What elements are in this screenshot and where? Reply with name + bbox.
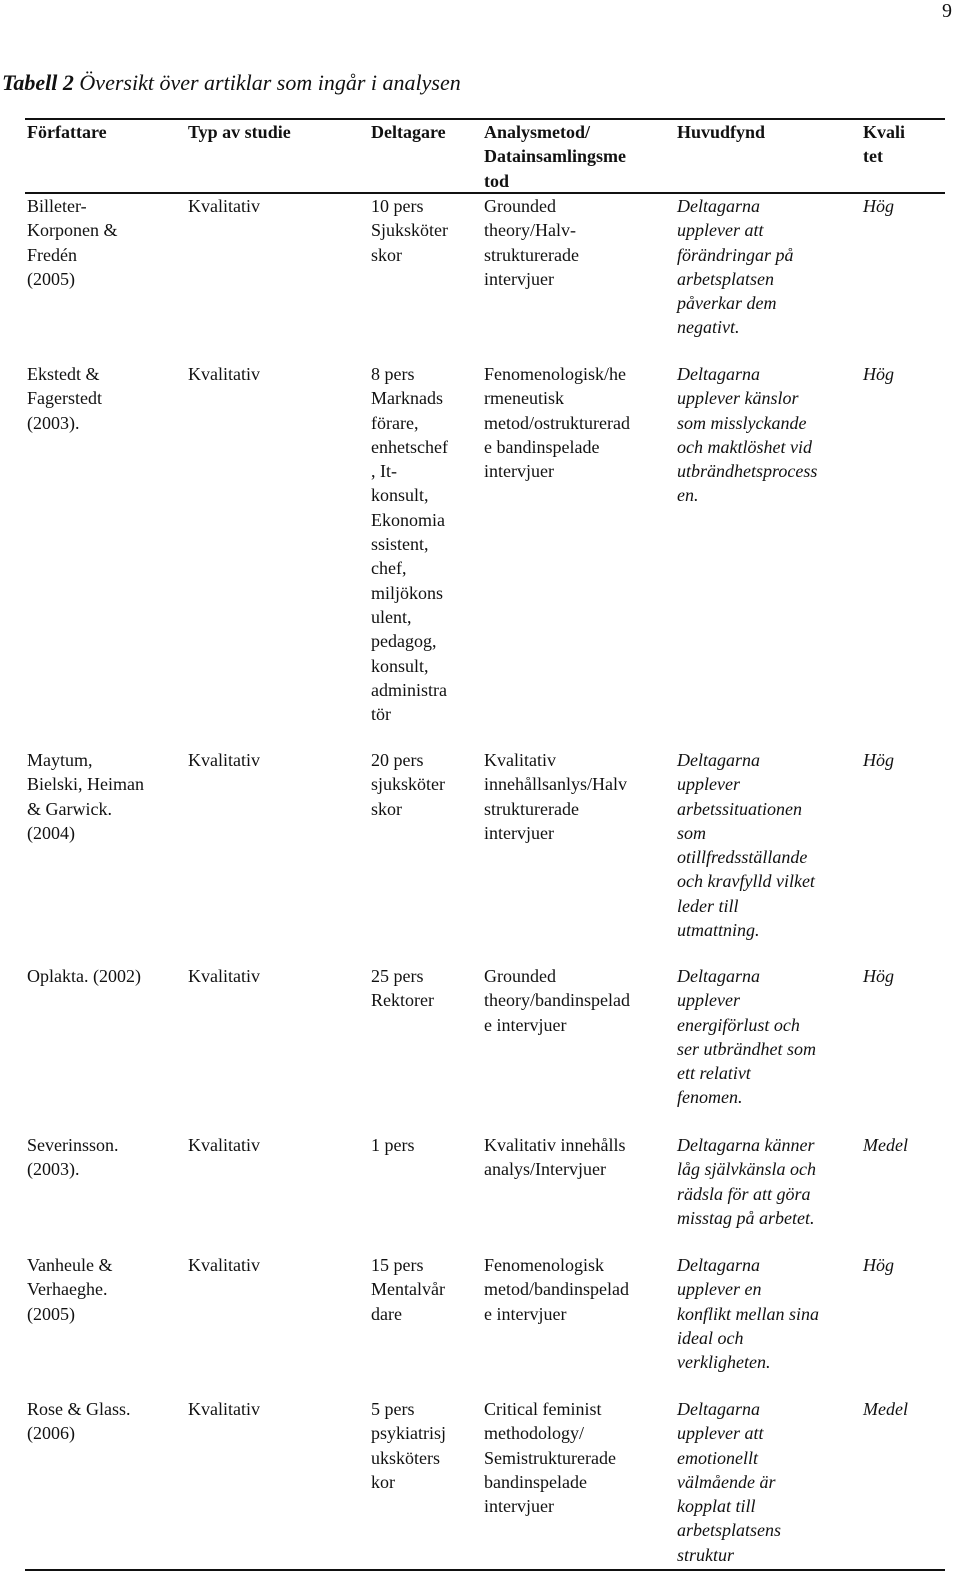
table-row-6-method: Fenomenologisk metod/bandinspelad e intervjuer [484,1255,629,1324]
table-row-1-author: Billeter- Korponen & Fredén (2005) [27,196,118,289]
table-row-7-method: Critical feminist methodology/ Semistrukturerade bandinspelade intervjuer [484,1399,616,1517]
table-row-6-quality: Hög [863,1255,894,1275]
header-finding: Huvudfynd [677,122,766,142]
header-type: Typ av studie [188,122,291,142]
table-row-7-participants: 5 pers psykiatrisj uksköters kor [371,1399,446,1492]
table-row-7-quality: Medel [863,1399,908,1419]
header-author: Författare [27,122,107,142]
table-row-2-quality: Hög [863,364,894,384]
table-row-4-participants: 25 pers Rektorer [371,966,434,1011]
table-row-4-quality: Hög [863,966,894,986]
table-row-3-method: Kvalitativ innehållsanlys/Halv strukturerade intervjuer [484,750,627,843]
table-row-1-participants: 10 pers Sjuksköter skor [371,196,449,265]
table-bottom-rule [25,1569,945,1571]
header-participants: Deltagare [371,122,446,142]
table-caption [2,70,461,96]
table-row-2-finding: Deltagarna upplever känslor som misslyckande och maktlöshet vid utbrändhetsprocess en. [677,364,818,506]
table-row-6-type: Kvalitativ [188,1255,260,1275]
table-caption-label: Tabell 2 [2,70,74,95]
table-row-2-type: Kvalitativ [188,364,260,384]
table-row-1-method: Grounded theory/Halv- strukturerade intervjuer [484,196,579,289]
table-row-1-type: Kvalitativ [188,196,260,216]
table-row-2-participants: 8 pers Marknads förare, enhetschef , It- konsult, Ekonomia ssistent, chef, miljökons ulent, pedagog, konsult, administra tör [371,364,448,725]
table-row-5-participants: 1 pers [371,1135,415,1155]
table-row-4-method: Grounded theory/bandinspelad e intervjuer [484,966,630,1035]
table-row-4-finding: Deltagarna upplever energiförlust och ser utbrändhet som ett relativt fenomen. [677,966,816,1108]
table-row-3-author: Maytum, Bielski, Heiman & Garwick. (2004) [27,750,144,843]
table-row-7-type: Kvalitativ [188,1399,260,1419]
table-row-4-type: Kvalitativ [188,966,260,986]
table-row-2-author: Ekstedt & Fagerstedt (2003). [27,364,102,433]
table-row-2-method: Fenomenologisk/he rmeneutisk metod/ostrukturerad e bandinspelade intervjuer [484,364,630,482]
page-number: 9 [942,0,952,22]
table-row-5-quality: Medel [863,1135,908,1155]
table-row-3-finding: Deltagarna upplever arbetssituationen som otillfredsställande och kravfylld vilket leder till utmattning. [677,750,815,941]
table-row-7-finding: Deltagarna upplever att emotionellt välmående är kopplat till arbetsplatsens struktur [677,1399,782,1565]
table-caption-text: Översikt över artiklar som ingår i analysen [79,70,461,95]
header-quality: Kvali tet [863,122,906,167]
table-row-3-type: Kvalitativ [188,750,260,770]
table-row-5-method: Kvalitativ innehålls analys/Intervjuer [484,1135,626,1180]
table-row-5-author: Severinsson. (2003). [27,1135,119,1180]
table-row-3-quality: Hög [863,750,894,770]
table-row-4-author: Oplakta. (2002) [27,966,141,986]
table-row-6-finding: Deltagarna upplever en konflikt mellan sina ideal och verkligheten. [677,1255,819,1373]
table-row-1-finding: Deltagarna upplever att förändringar på arbetsplatsen påverkar dem negativt. [677,196,794,338]
header-method: Analysmetod/ Datainsamlingsme tod [484,122,627,191]
table-row-3-participants: 20 pers sjuksköter skor [371,750,445,819]
table-row-7-author: Rose & Glass. (2006) [27,1399,131,1444]
table-row-1-quality: Hög [863,196,894,216]
table-row-5-finding: Deltagarna känner låg självkänsla och rädsla för att göra misstag på arbetet. [677,1135,816,1228]
table-row-5-type: Kvalitativ [188,1135,260,1155]
table-row-6-author: Vanheule & Verhaeghe. (2005) [27,1255,113,1324]
table-row-6-participants: 15 pers Mentalvår dare [371,1255,445,1324]
